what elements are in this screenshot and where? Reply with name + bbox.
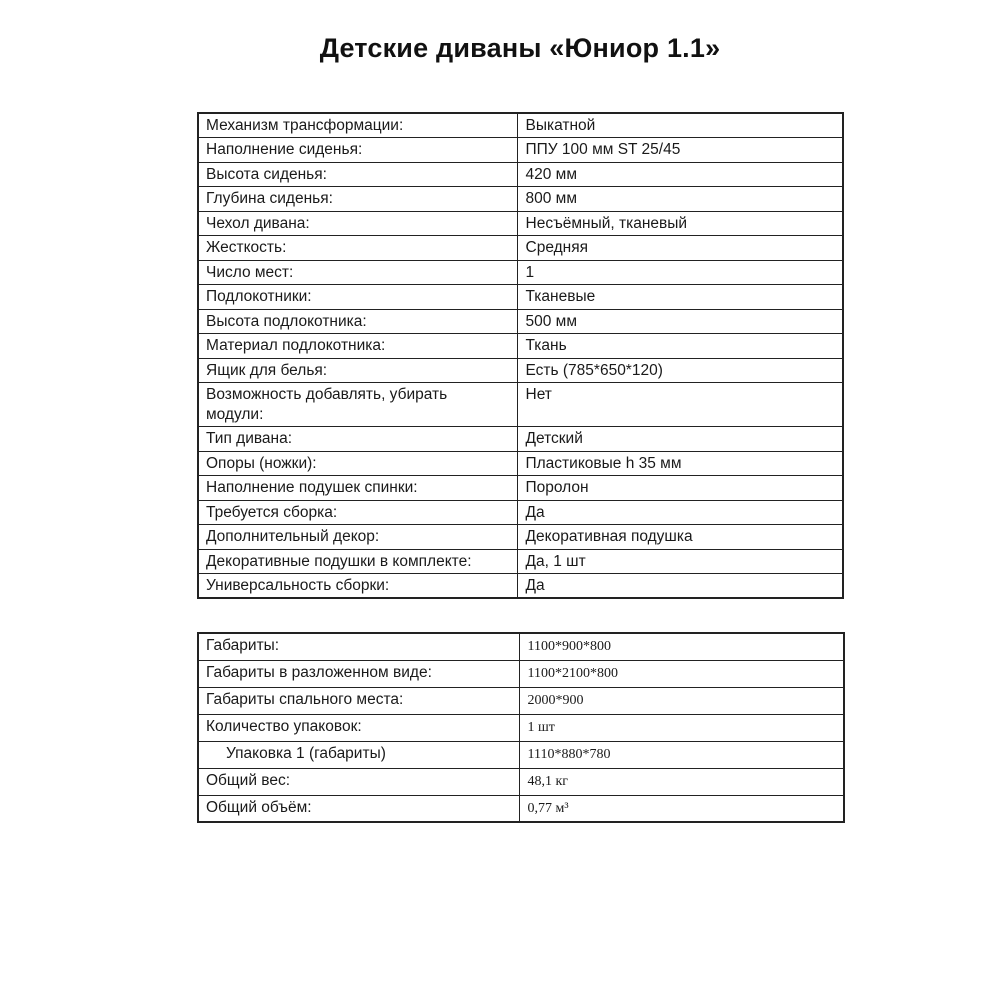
dim-label: Общий вес: — [206, 771, 291, 789]
spec-label: Универсальность сборки: — [206, 577, 390, 594]
spec-label: Наполнение подушек спинки: — [206, 479, 418, 496]
spec-value-cell — [517, 574, 843, 599]
table-row — [198, 660, 844, 687]
spec-label: Наполнение сиденья: — [206, 141, 363, 158]
dim-value-cell — [519, 714, 844, 741]
spec-value: 1 — [525, 263, 535, 281]
dim-label: Габариты спального места: — [206, 690, 404, 708]
spec-value-cell — [517, 451, 843, 476]
spec-value-cell — [517, 285, 843, 310]
table-row — [198, 334, 843, 359]
spec-value: Тканевые — [525, 288, 596, 305]
spec-label: Глубина сиденья: — [206, 190, 333, 207]
spec-label-cell — [198, 383, 517, 427]
spec-value: Нет — [525, 386, 552, 403]
table-row — [198, 574, 843, 599]
spec-label: Высота сиденья: — [206, 165, 327, 183]
spec-value: 420 мм — [525, 165, 577, 183]
dim-label: Общий объём: — [206, 798, 312, 816]
table-row — [198, 285, 843, 310]
spec-label: Подлокотники: — [206, 288, 312, 305]
spec-value-cell — [517, 211, 843, 236]
spec-value: Поролон — [525, 479, 589, 496]
spec-value-cell — [517, 358, 843, 383]
spec-label-cell — [198, 574, 517, 599]
page-title: Детские диваны «Юниор 1.1» — [319, 33, 721, 63]
dim-value: 2000*900 — [527, 692, 584, 708]
dim-label: Габариты в разложенном виде: — [206, 663, 432, 681]
spec-value-cell — [517, 113, 843, 138]
dim-label-cell — [198, 768, 519, 795]
dim-label: Габариты: — [206, 637, 280, 654]
spec-value: Детский — [525, 430, 583, 447]
dim-value: 1100*900*800 — [527, 639, 611, 654]
spec-value: Да, 1 шт — [525, 552, 586, 570]
table-row — [198, 138, 843, 163]
table-row — [198, 795, 844, 822]
spec-label-cell — [198, 500, 517, 525]
table-row — [198, 309, 843, 334]
table-row — [198, 768, 844, 795]
dim-value: 1 шт — [527, 719, 555, 735]
dim-label-cell — [198, 714, 519, 741]
spec-label-cell — [198, 162, 517, 187]
spec-value: Ткань — [525, 337, 567, 354]
spec-value: 800 мм — [525, 190, 577, 207]
table-row — [198, 113, 843, 138]
spec-value-cell — [517, 383, 843, 427]
spec-label: Механизм трансформации: — [206, 117, 404, 134]
dim-value-cell — [519, 633, 844, 660]
table-row — [198, 383, 843, 427]
spec-value-cell — [517, 309, 843, 334]
spec-label-cell — [198, 138, 517, 163]
table-row — [198, 162, 843, 187]
spec-label: Требуется сборка: — [206, 503, 338, 521]
table-row — [198, 741, 844, 768]
dim-value: 0,77 м³ — [527, 800, 569, 816]
spec-table-body — [198, 113, 843, 598]
spec-label: Чехол дивана: — [206, 214, 310, 232]
dim-value-cell — [519, 687, 844, 714]
spec-label-cell — [198, 113, 517, 138]
spec-label-cell — [198, 549, 517, 574]
spec-label: Жесткость: — [206, 239, 287, 256]
spec-value: Пластиковые h 35 мм — [525, 454, 682, 472]
dim-value: 1110*880*780 — [527, 746, 611, 762]
table-row — [198, 236, 843, 261]
dim-label-cell — [198, 795, 519, 822]
spec-value: Несъёмный, тканевый — [525, 214, 688, 232]
spec-label-cell — [198, 427, 517, 452]
dimensions-table — [197, 632, 845, 823]
spec-value: ППУ 100 мм ST 25/45 — [525, 141, 681, 158]
spec-value-cell — [517, 334, 843, 359]
dim-value-cell — [519, 660, 844, 687]
spec-label: Дополнительный декор: — [206, 528, 380, 545]
spec-value-cell — [517, 549, 843, 574]
table-row — [198, 260, 843, 285]
spec-label: Возможность добавлять, убирать модули: — [206, 386, 448, 423]
spec-value-cell — [517, 162, 843, 187]
spec-value: Средняя — [525, 239, 588, 256]
spec-label-cell — [198, 358, 517, 383]
spec-label-cell — [198, 451, 517, 476]
table-row — [198, 451, 843, 476]
spec-value-cell — [517, 187, 843, 212]
spec-label-cell — [198, 525, 517, 550]
spec-value: Выкатной — [525, 117, 596, 134]
table-row — [198, 476, 843, 501]
dimensions-table-body — [198, 633, 844, 822]
dim-value-cell — [519, 768, 844, 795]
dim-value-cell — [519, 795, 844, 822]
table-row — [198, 358, 843, 383]
spec-label: Декоративные подушки в комплекте: — [206, 552, 472, 570]
dim-label-cell — [198, 687, 519, 714]
dim-label-cell — [198, 741, 519, 768]
spec-value: Да — [525, 577, 545, 594]
table-row — [198, 549, 843, 574]
table-row — [198, 427, 843, 452]
spec-label-cell — [198, 309, 517, 334]
spec-value-cell — [517, 525, 843, 550]
spec-label: Ящик для белья: — [206, 361, 328, 379]
dim-value: 48,1 кг — [527, 773, 569, 789]
dim-value-cell — [519, 741, 844, 768]
spec-value-cell — [517, 500, 843, 525]
spec-label: Материал подлокотника: — [206, 337, 386, 354]
table-row — [198, 687, 844, 714]
spec-value-cell — [517, 476, 843, 501]
spec-label: Число мест: — [206, 263, 294, 281]
dim-value: 1100*2100*800 — [527, 665, 618, 681]
spec-value-cell — [517, 236, 843, 261]
dim-label: Упаковка 1 (габариты) — [226, 744, 386, 762]
spec-value: Есть (785*650*120) — [525, 361, 663, 379]
dim-label-cell — [198, 660, 519, 687]
spec-value-cell — [517, 260, 843, 285]
spec-label: Тип дивана: — [206, 430, 293, 447]
table-row — [198, 500, 843, 525]
spec-value: Декоративная подушка — [525, 528, 693, 545]
table-row — [198, 633, 844, 660]
spec-value-cell — [517, 427, 843, 452]
spec-label-cell — [198, 211, 517, 236]
spec-value: Да — [525, 503, 545, 521]
spec-label-cell — [198, 476, 517, 501]
spec-label: Высота подлокотника: — [206, 312, 367, 330]
table-row — [198, 525, 843, 550]
spec-label-cell — [198, 260, 517, 285]
table-row — [198, 211, 843, 236]
table-row — [198, 187, 843, 212]
spec-value: 500 мм — [525, 312, 577, 330]
spec-value-cell — [517, 138, 843, 163]
spec-label-cell — [198, 285, 517, 310]
spec-label-cell — [198, 187, 517, 212]
spec-label: Опоры (ножки): — [206, 454, 317, 472]
spec-label-cell — [198, 236, 517, 261]
dim-label: Количество упаковок: — [206, 717, 362, 735]
spec-table — [197, 112, 844, 599]
table-row — [198, 714, 844, 741]
spec-label-cell — [198, 334, 517, 359]
dim-label-cell — [198, 633, 519, 660]
